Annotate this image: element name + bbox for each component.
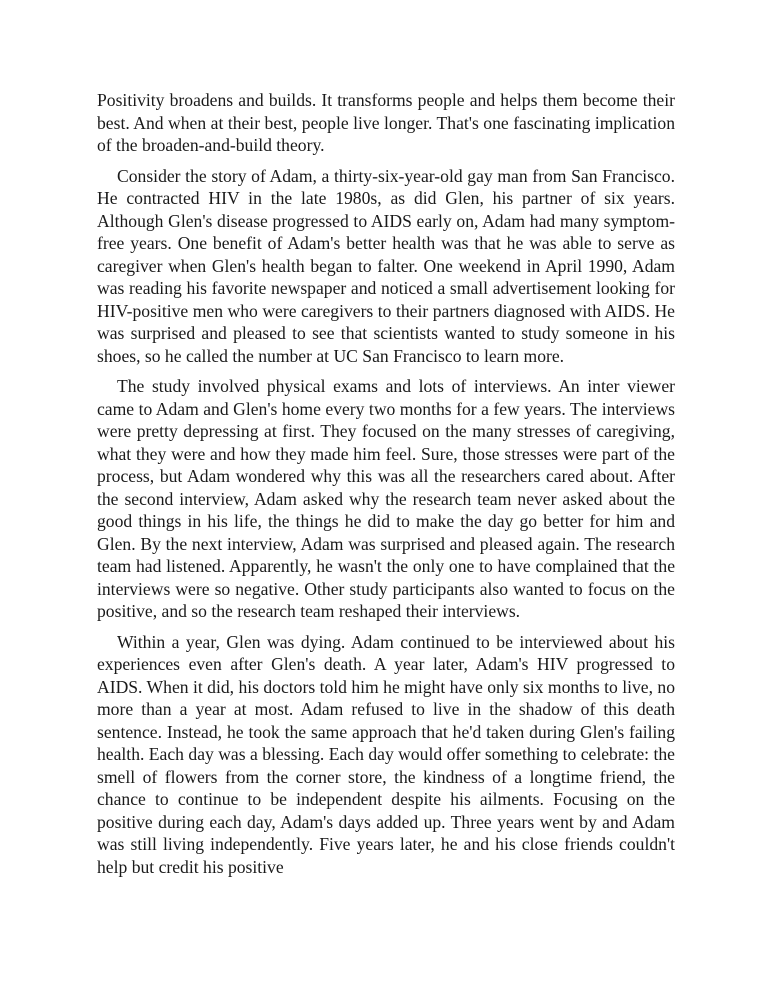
paragraph-glen-dying: Within a year, Glen was dying. Adam continued to be interviewed about his experiences even after Glen's death. A year later, Adam's HIV progressed to AIDS. When it did, his doctors told him he might have only six months to live, no more than a year at most. Adam refused to live in the shadow of this death sentence. Instead, he took the same approach that he'd taken during Glen's failing health. Each day was a blessing. Each day would offer something to celebrate: the smell of flowers from the corner store, the kindness of a longtime friend, the chance to continue to be independent despite his ailments. Focusing on the positive during each day, Adam's days added up. Three years went by and Adam was still living independently. Five years later, he and his close friends couldn't help but credit his positive [97, 631, 675, 877]
paragraph-study-interviews: The study involved physical exams and lots of interviews. An inter viewer came to Adam and Glen's home every two months for a few years. The interviews were pretty depressing at first. They focused on the many stresses of caregiving, what they were and how they made him feel. Sure, those stresses were part of the process, but Adam wondered why this was all the researchers cared about. After the second interview, Adam asked why the research team never asked about the good things in his life, the things he did to make the day go better for him and Glen. By the next interview, Adam was surprised and pleased again. The research team had listened. Apparently, he wasn't the only one to have complained that the interviews were so negative. Other study participants also wanted to focus on the positive, and so the research team reshaped their interviews. [97, 376, 675, 621]
paragraph-broaden-and-build: Positivity broadens and builds. It transforms people and helps them become their best. And when at their best, people live longer. That's one fascinating implication of the broaden-and-build theory. [97, 90, 675, 155]
paragraph-adam-story: Consider the story of Adam, a thirty-six-year-old gay man from San Francisco. He contracted HIV in the late 1980s, as did Glen, his partner of six years. Although Glen's disease progressed to AIDS early on, Adam had many symptom-free years. One benefit of Adam's better health was that he was able to serve as caregiver when Glen's health began to falter. One weekend in April 1990, Adam was reading his favorite newspaper and noticed a small advertisement looking for HIV-positive men who were caregivers to their partners diagnosed with AIDS. He was surprised and pleased to see that scientists wanted to study someone in his shoes, so he called the number at UC San Francisco to learn more. [97, 165, 675, 366]
document-page [97, 89, 675, 886]
